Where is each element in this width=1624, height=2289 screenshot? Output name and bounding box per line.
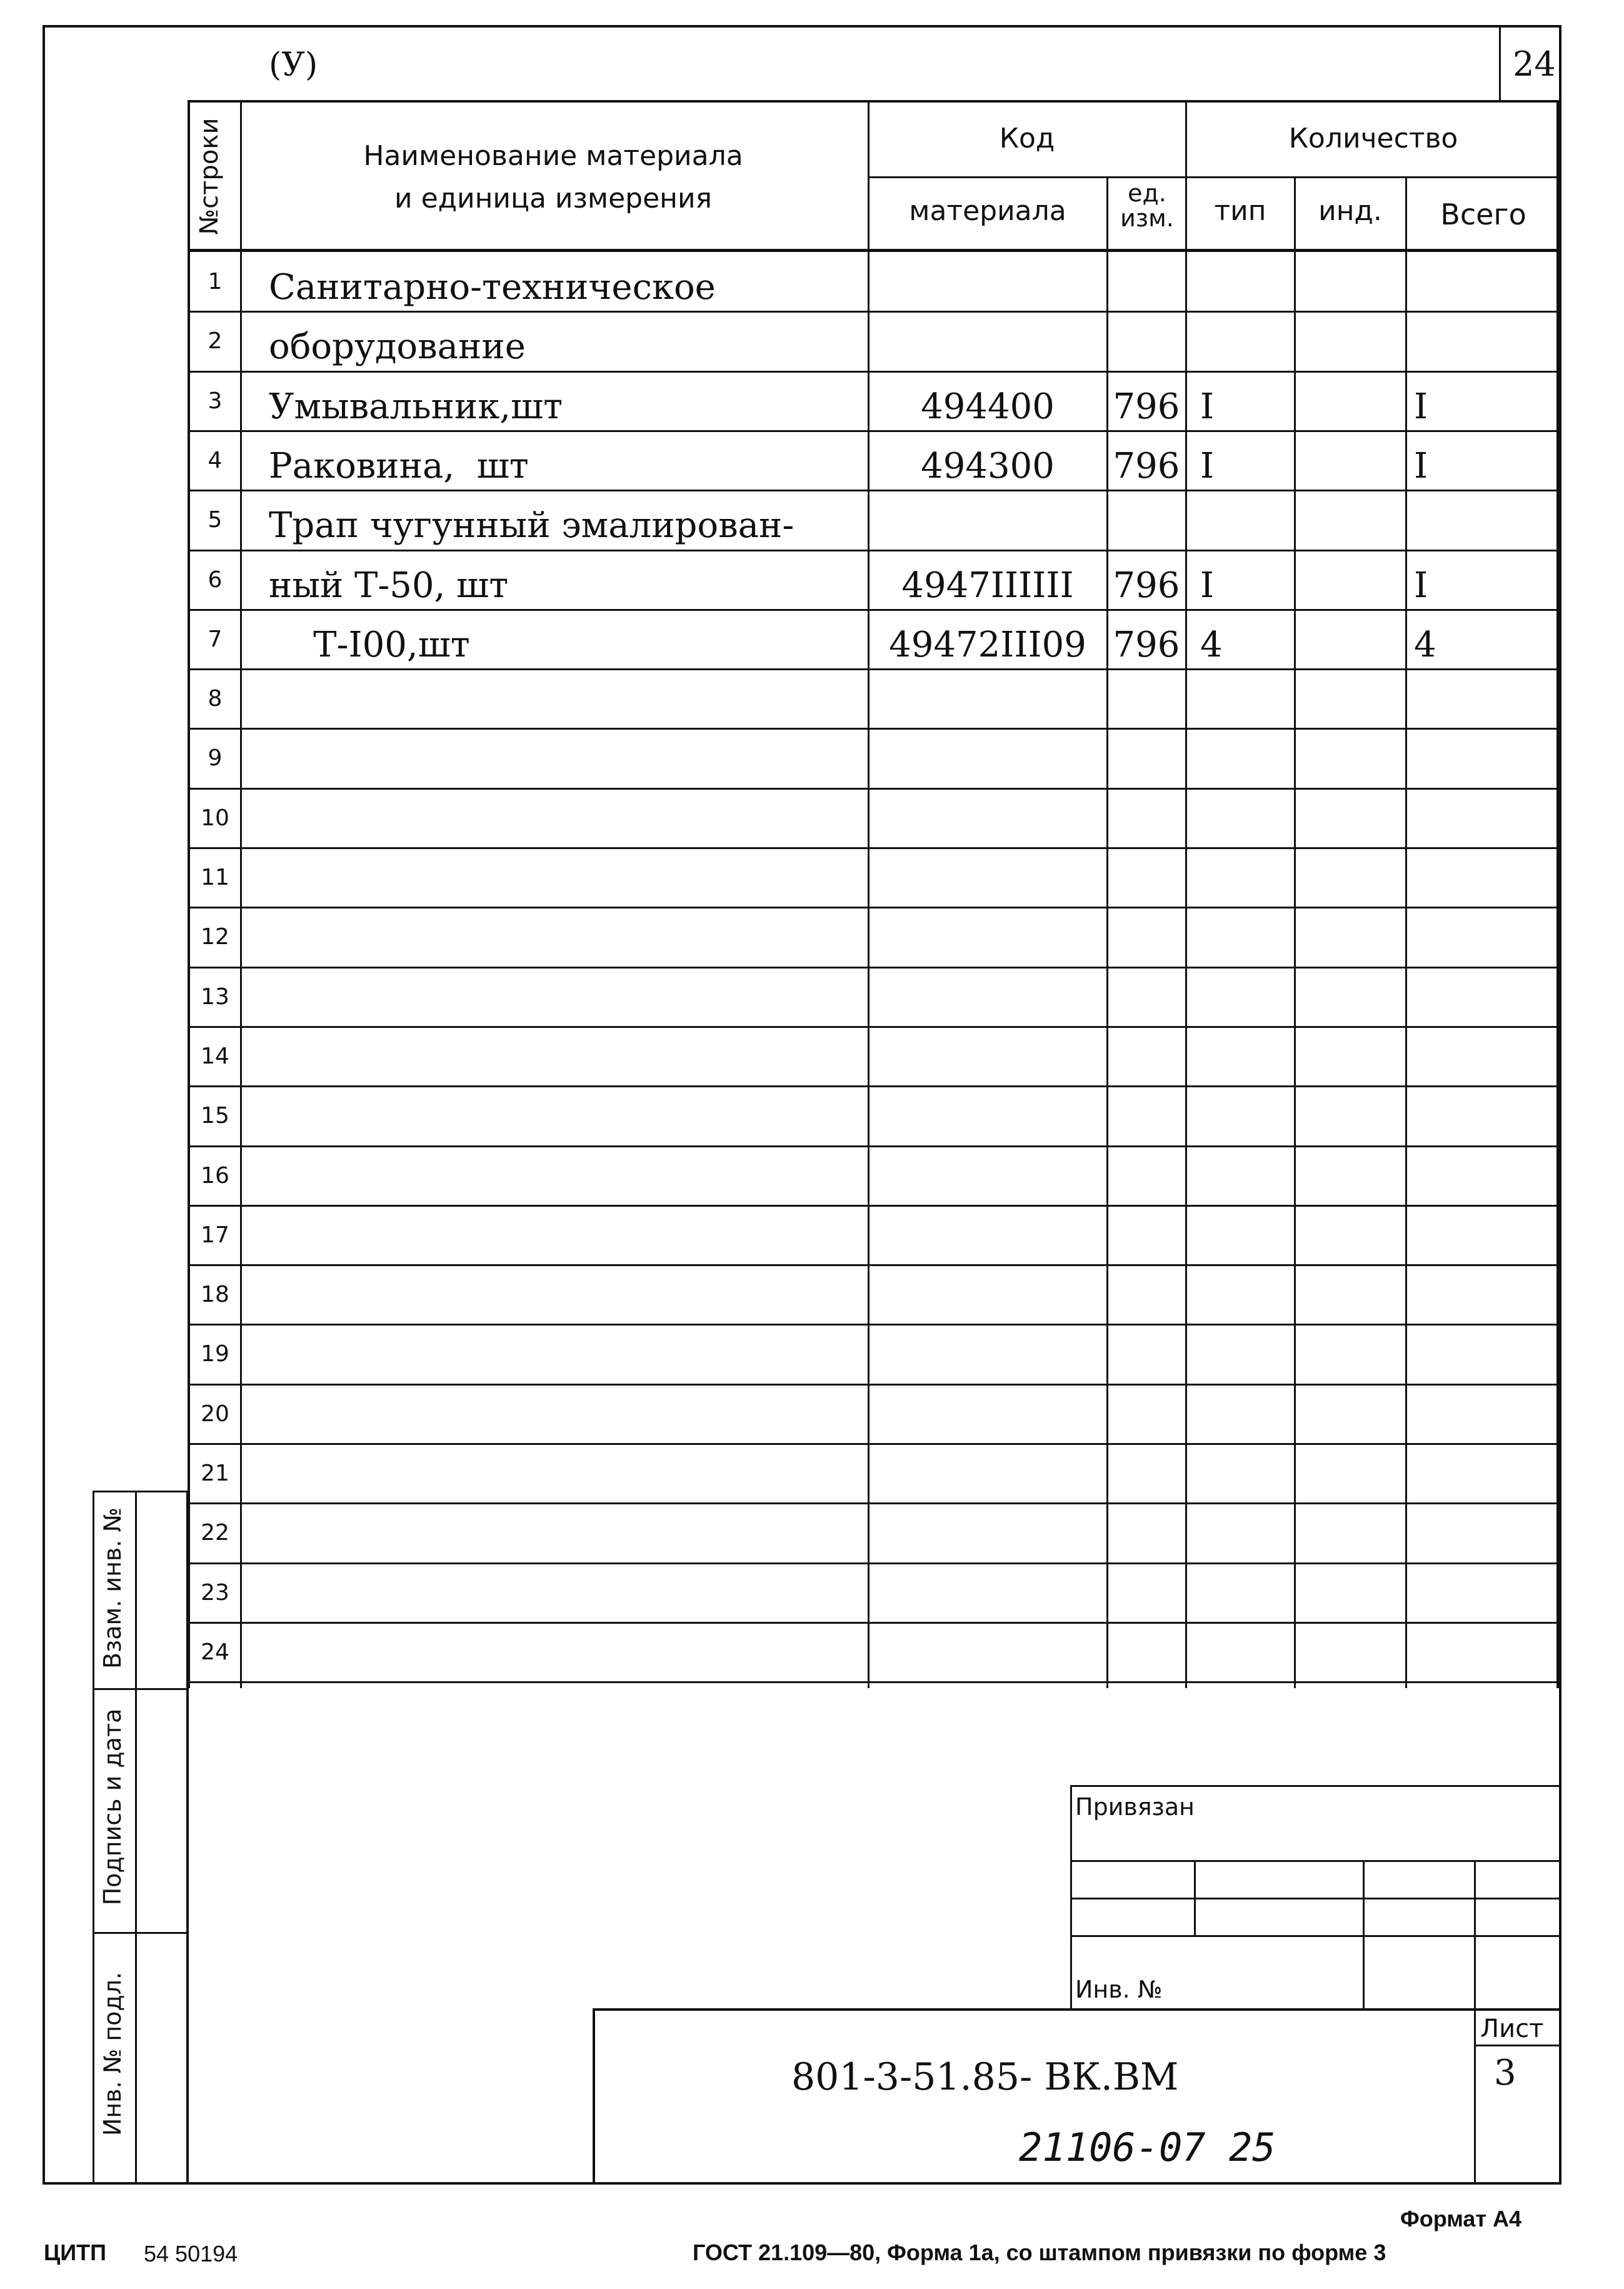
row-number: 20 [201, 1401, 229, 1427]
row-line [188, 967, 1560, 968]
row-line [188, 1681, 1560, 1683]
row-number: 1 [208, 269, 223, 294]
row-number: 4 [208, 448, 223, 473]
header-code-group: Код [999, 123, 1055, 154]
col-div-ind [1405, 176, 1407, 1688]
header-bottom-line [188, 249, 1560, 252]
page-number-box-left [1499, 25, 1501, 100]
cell-name: Т-I00,шт [269, 625, 470, 665]
col-div-type [1294, 176, 1296, 1688]
cell-code: 494300 [921, 446, 1055, 486]
side-sign-date: Подпись и дата [99, 1708, 126, 1906]
row-line [188, 1622, 1560, 1624]
cell-name: ный Т-50, шт [269, 565, 509, 606]
row-line [188, 550, 1560, 551]
cell-total: I [1414, 446, 1428, 486]
row-number: 18 [201, 1282, 229, 1307]
row-line [188, 1205, 1560, 1207]
row-line [188, 1324, 1560, 1326]
cell-type: I [1200, 386, 1215, 427]
footer-format: Формат А4 [1400, 2206, 1522, 2231]
cell-code: 4947IIIIII [901, 565, 1074, 606]
row-line [188, 1562, 1560, 1564]
row-line [188, 728, 1560, 730]
row-number: 23 [201, 1580, 229, 1606]
row-number: 21 [201, 1461, 229, 1486]
row-line [188, 668, 1560, 670]
header-mid-line [868, 176, 1560, 178]
row-line [188, 371, 1560, 373]
row-number: 9 [208, 745, 223, 771]
row-number: 5 [208, 507, 223, 533]
title-designation: 801-3-51.85- ВК.ВМ [791, 2055, 1179, 2099]
side-stamp-inner [135, 1491, 137, 2182]
row-line [188, 907, 1560, 908]
row-number: 17 [201, 1222, 229, 1248]
side-stamp-left [93, 1491, 94, 2183]
row-number: 24 [201, 1639, 229, 1665]
title-left [593, 2008, 595, 2183]
row-line [188, 311, 1560, 313]
row-number: 22 [201, 1520, 229, 1546]
row-number: 7 [208, 626, 223, 652]
page-number: 24 [1513, 44, 1556, 84]
title-sheet-h [1474, 2045, 1560, 2046]
cell-unit: 796 [1113, 386, 1180, 427]
row-line [188, 1145, 1560, 1147]
header-name-line2: и единица измерения [394, 183, 713, 214]
row-number: 13 [201, 984, 229, 1010]
bind-h3 [1070, 1935, 1560, 1937]
title-top [593, 2008, 1560, 2011]
cell-name: оборудование [269, 326, 526, 367]
row-line [188, 1026, 1560, 1028]
bind-h2 [1070, 1898, 1560, 1899]
frame-left [43, 25, 45, 2183]
frame-top [44, 25, 1561, 28]
bind-top [1070, 1785, 1560, 1787]
header-qty-ind: инд. [1318, 195, 1382, 227]
row-line [188, 847, 1560, 849]
bind-v1 [1194, 1860, 1196, 1935]
cell-total: I [1414, 386, 1428, 427]
header-row-no: №строки [195, 118, 224, 235]
cell-name: Трап чугунный эмалирован- [269, 505, 794, 546]
side-stamp-right [186, 1491, 189, 2182]
header-qty-group: Количество [1288, 123, 1458, 154]
row-line [188, 788, 1560, 790]
cell-type: I [1200, 446, 1215, 486]
cell-unit: 796 [1113, 565, 1180, 606]
cell-type: 4 [1200, 625, 1223, 665]
cell-name: Раковина, шт [269, 446, 529, 486]
col-div-name [868, 100, 870, 1688]
row-number: 19 [201, 1341, 229, 1367]
col-div-code [1106, 176, 1108, 1688]
row-number: 15 [201, 1103, 229, 1129]
title-sheet-label: Лист [1480, 2015, 1544, 2043]
bind-inv-no: Инв. № [1075, 1976, 1163, 2003]
row-number: 12 [201, 924, 229, 950]
header-qty-total: Всего [1440, 198, 1526, 231]
bind-v3 [1474, 1860, 1476, 2010]
col-div-unit [1185, 100, 1187, 1688]
bind-h1 [1070, 1860, 1560, 1862]
row-line [188, 1443, 1560, 1445]
header-code-material: материала [909, 195, 1066, 227]
side-inv-orig: Инв. № подл. [99, 1971, 126, 2136]
title-sheet-div [1474, 2008, 1476, 2183]
footer-org: ЦИТП [44, 2240, 107, 2265]
cell-type: I [1200, 565, 1215, 606]
cell-code: 494400 [921, 386, 1055, 427]
row-number: 2 [208, 328, 223, 354]
cell-total: I [1414, 565, 1428, 606]
row-number: 11 [201, 865, 229, 890]
row-line [188, 1264, 1560, 1266]
footer-order: 54 50194 [144, 2241, 238, 2266]
row-line [188, 1384, 1560, 1386]
row-line [188, 609, 1560, 611]
bind-v2 [1363, 1860, 1365, 2010]
row-number: 10 [201, 805, 229, 831]
row-line [188, 490, 1560, 491]
cell-unit: 796 [1113, 625, 1180, 665]
header-name-line1: Наименование материала [363, 140, 743, 172]
cell-code: 49472III09 [889, 625, 1086, 665]
bind-bound-to: Привязан [1075, 1793, 1195, 1821]
footer-standard: ГОСТ 21.109—80, Форма 1а, со штампом привязки по форме 3 [693, 2240, 1386, 2265]
row-number: 16 [201, 1163, 229, 1189]
handwritten-number: 21106-07 25 [1019, 2125, 1276, 2170]
row-number: 8 [208, 686, 223, 712]
frame-bottom [43, 2182, 1561, 2185]
row-number: 6 [208, 567, 223, 593]
row-number: 3 [208, 388, 223, 414]
side-replace-inv: Взам. инв. № [99, 1507, 126, 1669]
cell-name: Санитарно-техническое [269, 267, 716, 308]
cell-unit: 796 [1113, 446, 1180, 486]
cell-name: Умывальник,шт [269, 386, 563, 427]
header-code-unit: ед. изм. [1120, 179, 1174, 232]
row-line [188, 1502, 1560, 1504]
side-stamp-h1 [94, 1491, 188, 1492]
row-line [188, 430, 1560, 432]
cell-total: 4 [1414, 625, 1436, 665]
header-qty-type: тип [1214, 195, 1266, 227]
title-sheet-number: 3 [1494, 2053, 1516, 2093]
row-line [188, 1085, 1560, 1087]
row-number: 14 [201, 1044, 229, 1069]
category-mark: (У) [269, 46, 318, 84]
